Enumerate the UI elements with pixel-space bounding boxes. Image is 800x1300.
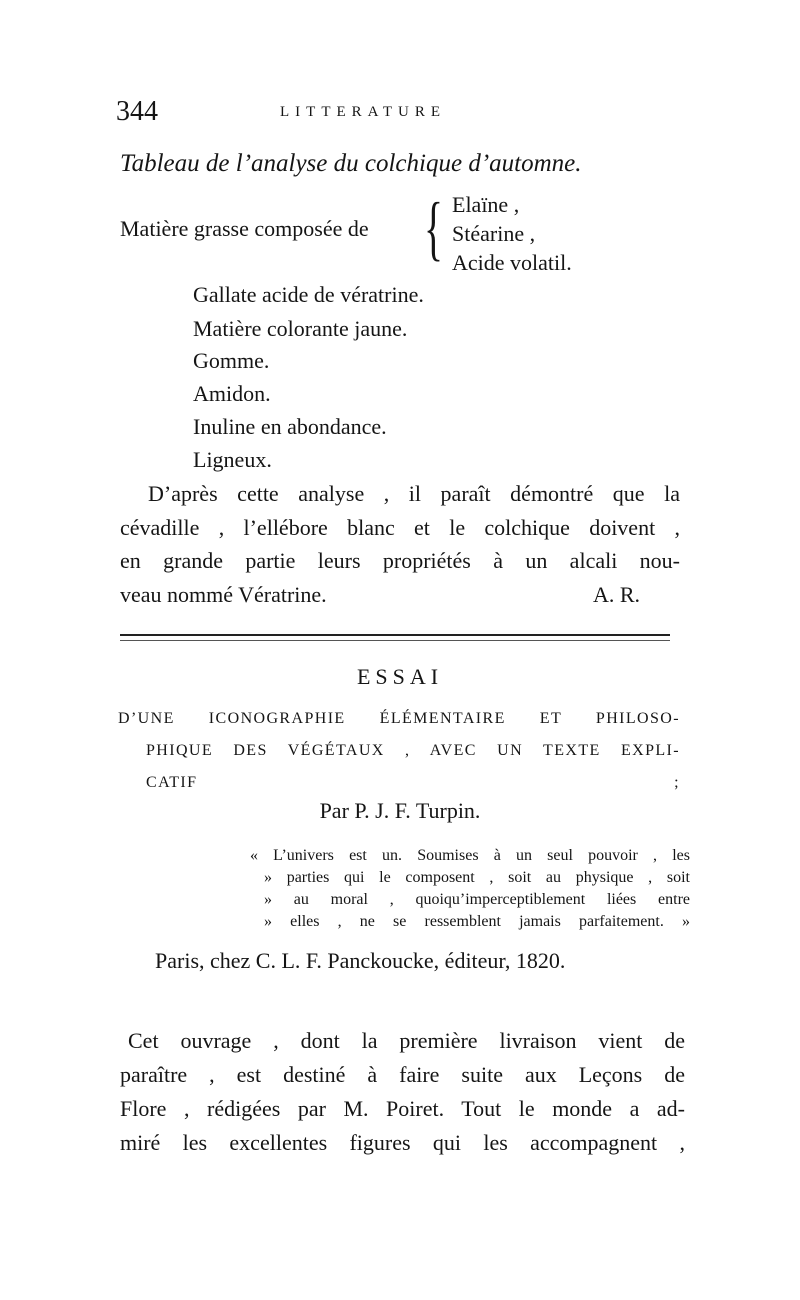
running-head: LITTERATURE	[280, 104, 446, 120]
body-line: Cet ouvrage , dont la première livraison vient de	[128, 1028, 685, 1053]
publication-line: Paris, chez C. L. F. Panckoucke, éditeur, 1820.	[155, 948, 566, 973]
epigraph-line: « L’univers est un. Soumises à un seul pouvoir , les	[250, 847, 690, 864]
analysis-item: Gallate acide de vératrine.	[193, 282, 424, 307]
paragraph-line: D’après cette analyse , il paraît démontré que la	[148, 481, 680, 506]
analysis-item: Amidon.	[193, 381, 271, 406]
component-item: Elaïne ,	[452, 192, 520, 217]
analysis-item: Inuline en abondance.	[193, 414, 387, 439]
conclusion-paragraph	[120, 477, 680, 611]
page-number: 344	[116, 96, 158, 127]
paragraph-line: veau nommé Vératrine.	[120, 581, 327, 607]
body-paragraph	[120, 1024, 685, 1160]
analysis-item: Matière colorante jaune.	[193, 316, 408, 341]
epigraph	[250, 845, 690, 933]
article-author: Par P. J. F. Turpin.	[319, 798, 481, 823]
article-heading: ESSAI	[356, 664, 444, 689]
subtitle-line: CATIF ;	[146, 774, 680, 791]
signature: A. R.	[592, 582, 640, 607]
body-line: Flore , rédigées par M. Poiret. Tout le monde a ad-	[120, 1096, 685, 1121]
paragraph-line: cévadille , l’ellébore blanc et le colchique doivent ,	[120, 514, 680, 540]
analysis-item: Gomme.	[193, 348, 270, 373]
component-item: Acide volatil.	[452, 250, 572, 275]
separator-rule	[120, 634, 670, 636]
epigraph-line: » elles , ne se ressemblent jamais parfaitement. »	[264, 913, 690, 930]
subtitle-line: PHIQUE DES VÉGÉTAUX , AVEC UN TEXTE EXPLI-	[146, 742, 680, 759]
paragraph-line: en grande partie leurs propriétés à un alcali nou-	[120, 548, 680, 573]
article-subtitle	[118, 703, 680, 799]
analysis-item: Ligneux.	[193, 447, 272, 472]
body-line: miré les excellentes figures qui les accompagnent ,	[120, 1130, 685, 1155]
separator-rule	[120, 640, 670, 641]
epigraph-line: » au moral , quoiqu’imperceptiblement liées entre	[264, 891, 690, 908]
matiere-grasse-label: Matière grasse composée de	[120, 216, 369, 241]
curly-brace: {	[424, 188, 444, 268]
component-item: Stéarine ,	[452, 221, 536, 246]
table-title: Tableau de l’analyse du colchique d’automne.	[120, 150, 582, 177]
epigraph-line: » parties qui le composent , soit au physique , soit	[264, 869, 690, 886]
body-line: paraître , est destiné à faire suite aux Leçons de	[120, 1062, 685, 1087]
subtitle-line: D’UNE ICONOGRAPHIE ÉLÉMENTAIRE ET PHILOSO-	[118, 710, 680, 727]
